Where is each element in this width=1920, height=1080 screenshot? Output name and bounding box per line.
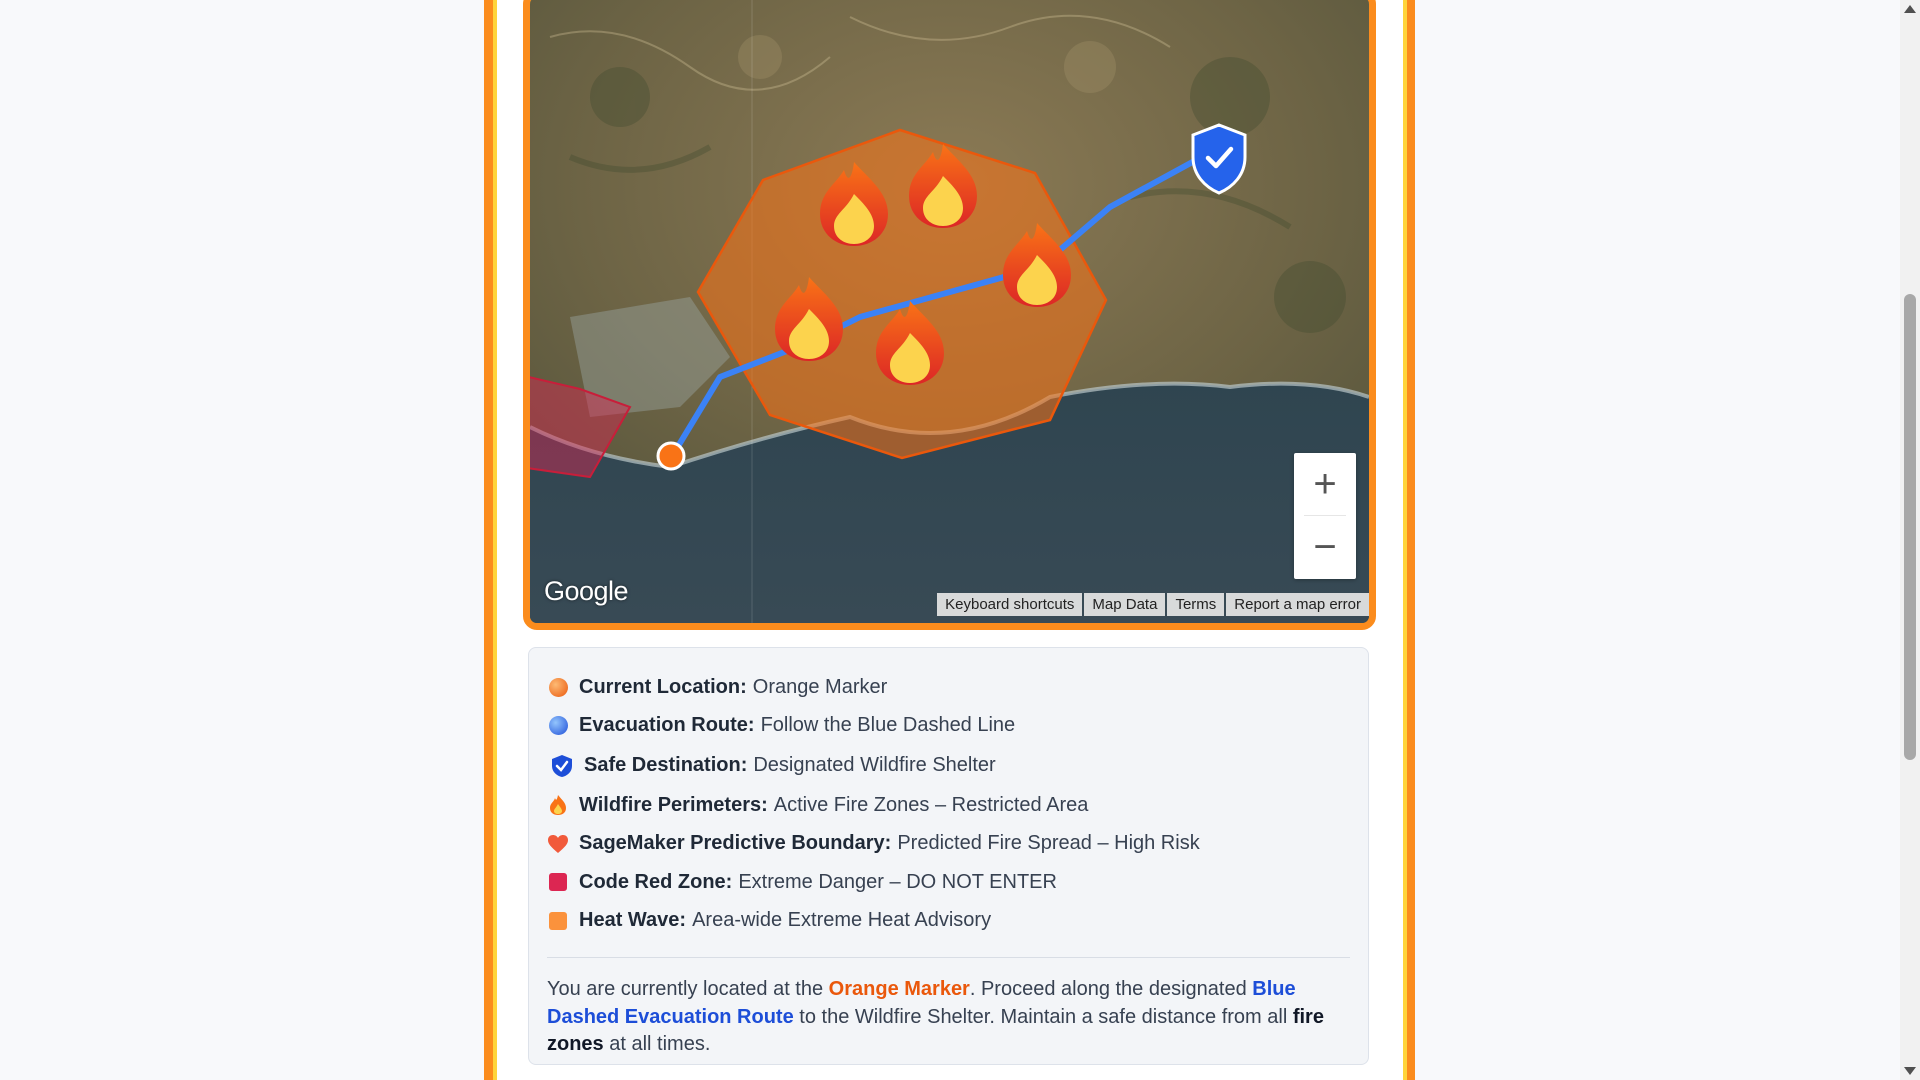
- zoom-in-button[interactable]: +: [1313, 461, 1337, 506]
- shield-icon: [551, 755, 573, 777]
- current-location-marker[interactable]: [658, 443, 684, 469]
- info-text: to the Wildfire Shelter. Maintain a safe distance from all: [793, 1005, 1293, 1028]
- keyboard-shortcuts-link[interactable]: Keyboard shortcuts: [937, 593, 1082, 616]
- legend-label: Heat Wave:: [579, 909, 687, 932]
- page-scrollbar[interactable]: [1900, 0, 1920, 1080]
- legend-item: [547, 745, 1350, 786]
- red-square-icon: [547, 871, 569, 893]
- zoom-out-button[interactable]: −: [1313, 524, 1337, 569]
- legend-value: Designated Wildfire Shelter: [753, 754, 996, 776]
- legend-value: Area-wide Extreme Heat Advisory: [692, 909, 992, 932]
- google-logo[interactable]: Google: [544, 576, 629, 606]
- legend-item: [547, 668, 1350, 707]
- orange-circle-icon: [547, 676, 569, 698]
- map-attribution: [937, 593, 1369, 616]
- legend-value: Active Fire Zones – Restricted Area: [773, 793, 1089, 816]
- legend-label: Safe Destination:: [584, 754, 748, 776]
- legend-label: Current Location:: [579, 675, 747, 698]
- info-blue-route: Blue Dashed Evacuation Route: [547, 978, 1296, 1028]
- legend-item: [547, 902, 1350, 941]
- report-map-error-link[interactable]: Report a map error: [1226, 593, 1369, 616]
- map-data-link[interactable]: Map Data: [1084, 593, 1165, 616]
- info-orange-marker: Orange Marker: [828, 978, 970, 1000]
- terms-link[interactable]: Terms: [1167, 593, 1224, 616]
- legend-value: Orange Marker: [752, 675, 888, 698]
- evacuation-map[interactable]: [523, 0, 1376, 630]
- orange-square-icon: [547, 910, 569, 932]
- legend-item: [547, 825, 1350, 864]
- legend-value: Follow the Blue Dashed Line: [760, 714, 1016, 737]
- legend-value: Extreme Danger – DO NOT ENTER: [738, 870, 1057, 893]
- heart-icon: [547, 833, 569, 855]
- evacuation-instructions: [547, 976, 1350, 1059]
- scroll-up-arrow-icon[interactable]: [1904, 5, 1916, 13]
- legend-divider: [547, 957, 1350, 958]
- fire-icon: [547, 794, 569, 816]
- legend-label: Evacuation Route:: [579, 714, 755, 737]
- scroll-thumb[interactable]: [1904, 294, 1916, 760]
- legend-item: [547, 863, 1350, 902]
- legend-label: SageMaker Predictive Boundary:: [579, 832, 892, 855]
- legend-label: Wildfire Perimeters:: [579, 793, 768, 816]
- info-text: . Proceed along the designated: [969, 978, 1253, 1000]
- frame-accent-left: [493, 0, 497, 1080]
- legend-value: Predicted Fire Spread – High Risk: [897, 832, 1200, 855]
- legend-item: [547, 786, 1350, 825]
- info-text: You are currently located at the: [547, 978, 829, 1000]
- blue-circle-icon: [547, 715, 569, 737]
- map-legend: [528, 647, 1369, 1065]
- info-fire-zones: fire zones: [547, 1005, 1324, 1055]
- scroll-down-arrow-icon[interactable]: [1904, 1067, 1916, 1075]
- legend-item: [547, 707, 1350, 746]
- info-text: at all times.: [603, 1033, 711, 1055]
- frame-accent-right: [1403, 0, 1407, 1080]
- legend-label: Code Red Zone:: [579, 870, 733, 893]
- zoom-control[interactable]: [1294, 453, 1356, 579]
